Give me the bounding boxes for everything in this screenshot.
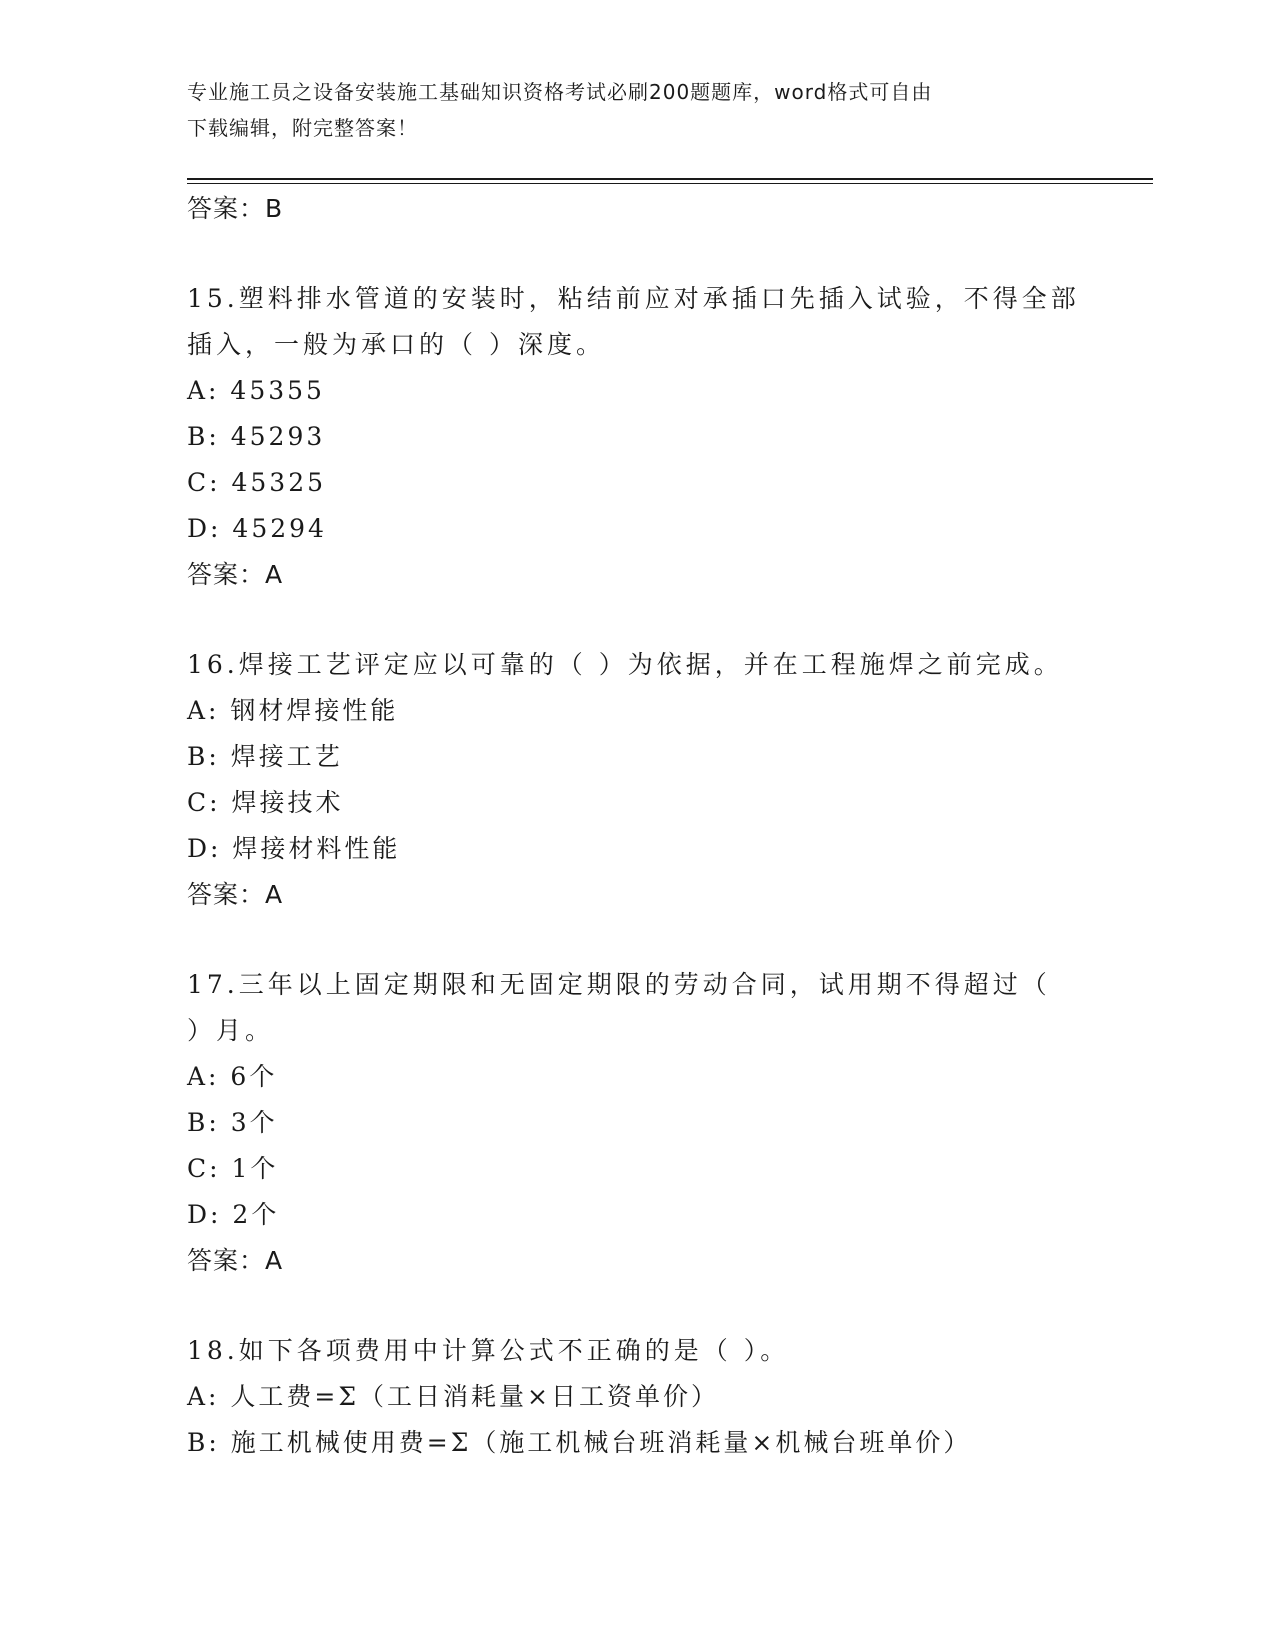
question-text: 15.塑料排水管道的安装时，粘结前应对承插口先插入试验，不得全部 [187,284,1080,313]
option-b: B: 45293 [187,422,326,451]
document-header [187,74,1067,146]
option-a: A: 45355 [187,376,325,405]
header-rule-thin [187,183,1153,184]
option-c: C: 45325 [187,468,327,497]
header-line-1: 专业施工员之设备安装施工基础知识资格考试必刷200题题库，word格式可自由 [187,80,933,104]
option-d: D: 45294 [187,514,327,543]
answer-line: 答案：A [187,1246,284,1275]
question-text: 17.三年以上固定期限和无固定期限的劳动合同，试用期不得超过（ [187,970,1051,999]
answer-line: 答案：A [187,880,284,909]
option-b: B: 3个 [187,1108,278,1137]
option-c: C: 1个 [187,1154,279,1183]
question-15 [187,276,1087,598]
option-a: A: 钢材焊接性能 [187,696,399,725]
question-text-continued: ）月。 [187,1016,275,1045]
question-18 [187,1328,1087,1466]
question-text: 16.焊接工艺评定应以可靠的（ ）为依据，并在工程施焊之前完成。 [187,650,1063,679]
question-text-continued: 插入，一般为承口的（ ）深度。 [187,330,605,359]
option-d: D: 焊接材料性能 [187,834,401,863]
option-a: A: 人工费=Σ（工日消耗量×日工资单价） [187,1382,719,1411]
option-c: C: 焊接技术 [187,788,344,817]
question-17 [187,962,1087,1284]
header-line-2: 下载编辑，附完整答案！ [187,116,418,140]
answer-line: 答案：A [187,560,284,589]
header-rule-thick [187,178,1153,180]
option-b: B: 焊接工艺 [187,742,343,771]
question-content [187,186,1087,1466]
option-a: A: 6个 [187,1062,278,1091]
option-b: B: 施工机械使用费=Σ（施工机械台班消耗量×机械台班单价） [187,1428,972,1457]
question-16 [187,642,1087,918]
previous-answer: 答案：B [187,194,284,223]
question-text: 18.如下各项费用中计算公式不正确的是（ ）。 [187,1336,790,1365]
option-d: D: 2个 [187,1200,280,1229]
